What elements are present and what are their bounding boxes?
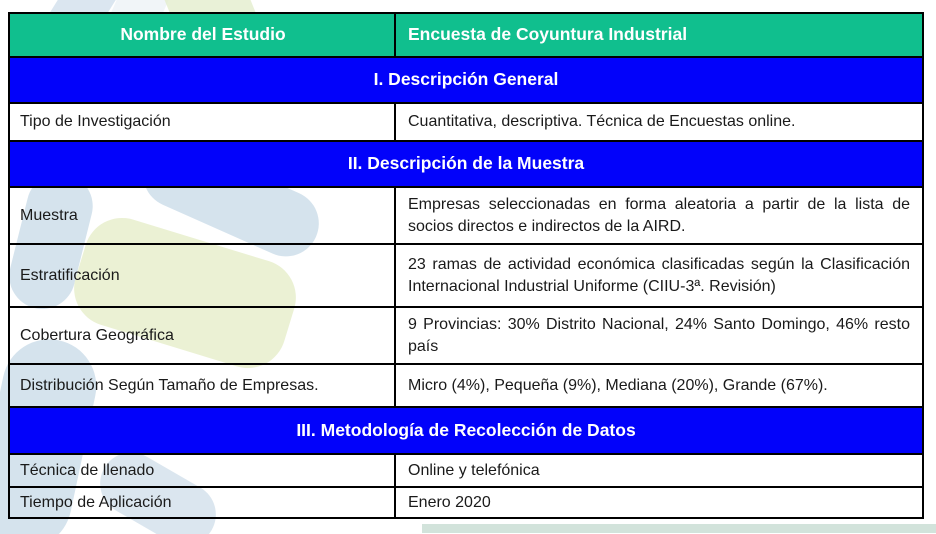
row-label: Tiempo de Aplicación [9,487,395,518]
table-row [9,187,923,244]
table-row [9,103,923,141]
table-row [9,307,923,364]
watermark-top-blue-shape [50,0,115,12]
study-description-table [8,12,924,519]
section-row [9,407,923,454]
section-1-header: I. Descripción General [9,57,923,103]
section-row [9,141,923,187]
watermark-top-pale-shape [111,0,168,12]
table-row [9,364,923,407]
row-value: Enero 2020 [395,487,923,518]
watermark-top-green-shape [165,0,256,12]
section-2-header: II. Descripción de la Muestra [9,141,923,187]
row-value: Cuantitativa, descriptiva. Técnica de Encuestas online. [395,103,923,141]
row-value: 9 Provincias: 30% Distrito Nacional, 24% Santo Domingo, 46% resto país [395,307,923,364]
row-label: Técnica de llenado [9,454,395,487]
row-value: Empresas seleccionadas en forma aleatoria a partir de la lista de socios directos e indirectos de la AIRD. [395,187,923,244]
row-value: Micro (4%), Pequeña (9%), Mediana (20%), Grande (67%). [395,364,923,407]
table-row [9,487,923,518]
row-label: Estratificación [9,244,395,307]
row-value: Online y telefónica [395,454,923,487]
study-name-header-cell: Nombre del Estudio [9,13,395,57]
study-title-cell: Encuesta de Coyuntura Industrial [395,13,923,57]
section-row [9,57,923,103]
table-row [9,454,923,487]
row-label: Muestra [9,187,395,244]
table-row [9,244,923,307]
row-label: Tipo de Investigación [9,103,395,141]
footer-accent-bar [422,524,936,533]
row-value: 23 ramas de actividad económica clasificadas según la Clasificación Internacional Industrial Uniforme (CIIU-3ª. Revisión) [395,244,923,307]
section-3-header: III. Metodología de Recolección de Datos [9,407,923,454]
row-label: Cobertura Geográfica [9,307,395,364]
row-label: Distribución Según Tamaño de Empresas. [9,364,395,407]
table-row [9,13,923,57]
